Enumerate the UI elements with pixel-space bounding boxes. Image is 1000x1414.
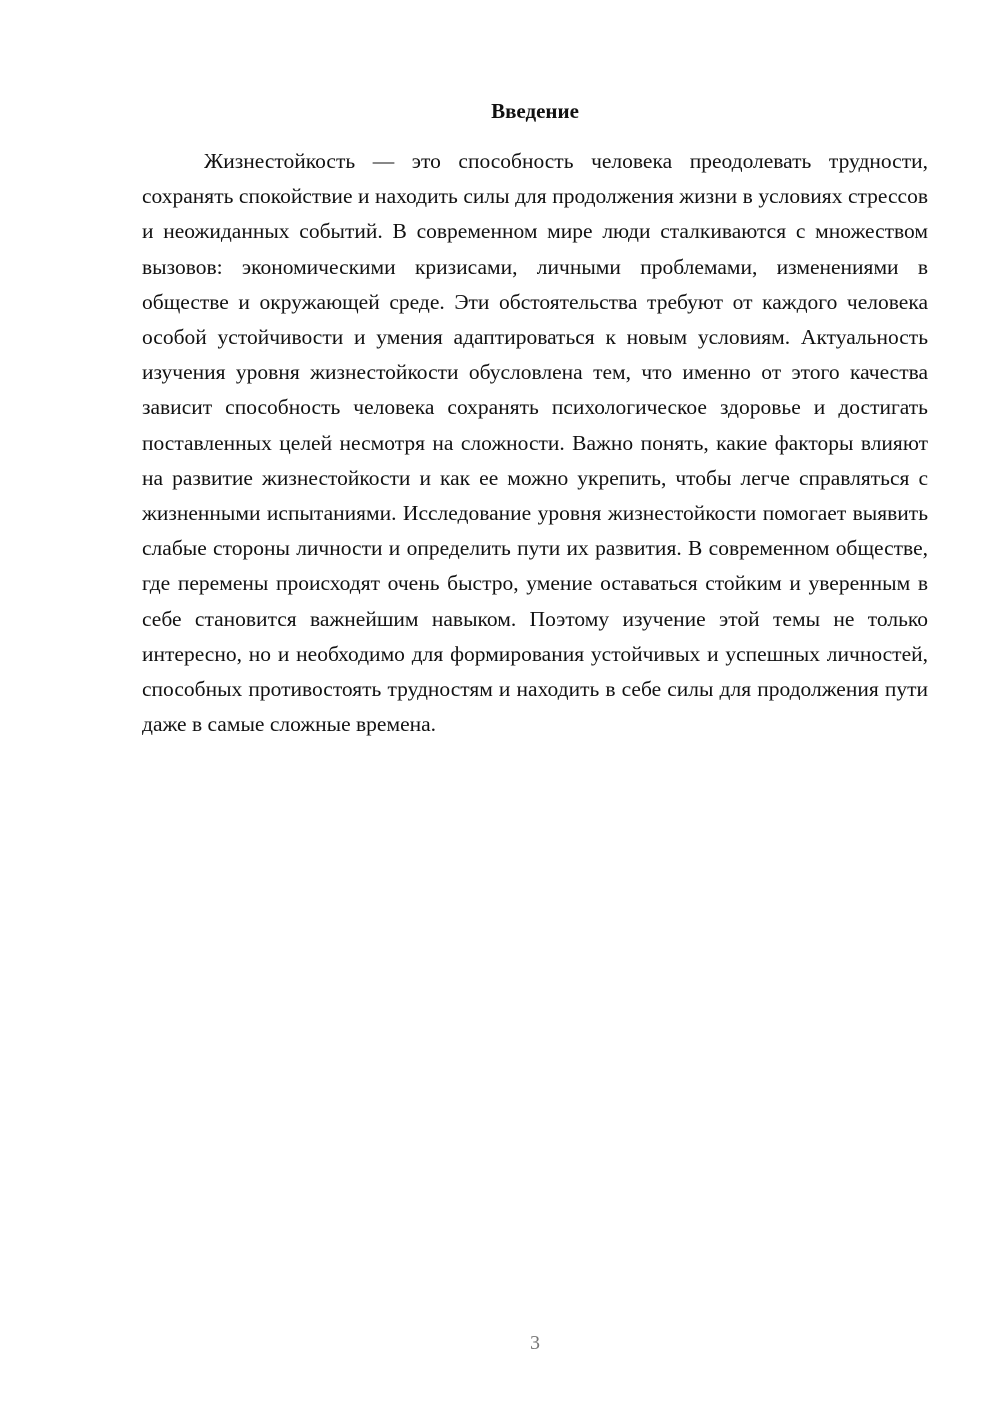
section-heading: Введение bbox=[491, 99, 579, 123]
body-paragraph: Жизнестойкость — это способность человека преодолевать трудности, сохранять спокойствие и находить силы для продолжения жизни в условиях стрессов и неожиданных событий. В современном мире люди сталкиваются с множеством вызовов: экономическими кризисами, личными проблемами, изменениями в обществе и окружающей среде. Эти обстоятельства требуют от каждого человека особой устойчивости и умения адаптироваться к новым условиям. Актуальность изучения уровня жизнестойкости обусловлена тем, что именно от этого качества зависит способность человека сохранять психологическое здоровье и достигать поставленных целей несмотря на сложности. Важно понять, какие факторы влияют на развитие жизнестойкости и как ее можно укрепить, чтобы легче справляться с жизненными испытаниями. Исследование уровня жизнестойкости помогает выявить слабые стороны личности и определить пути их развития. В современном обществе, где перемены происходят очень быстро, умение оставаться стойким и уверенным в себе становится важнейшим навыком. Поэтому изучение этой темы не только интересно, но и необходимо для формирования устойчивых и успешных личностей, способных противостоять трудностям и находить в себе силы для продолжения пути даже в самые сложные времена. bbox=[142, 149, 928, 737]
page-number: 3 bbox=[530, 1332, 540, 1354]
